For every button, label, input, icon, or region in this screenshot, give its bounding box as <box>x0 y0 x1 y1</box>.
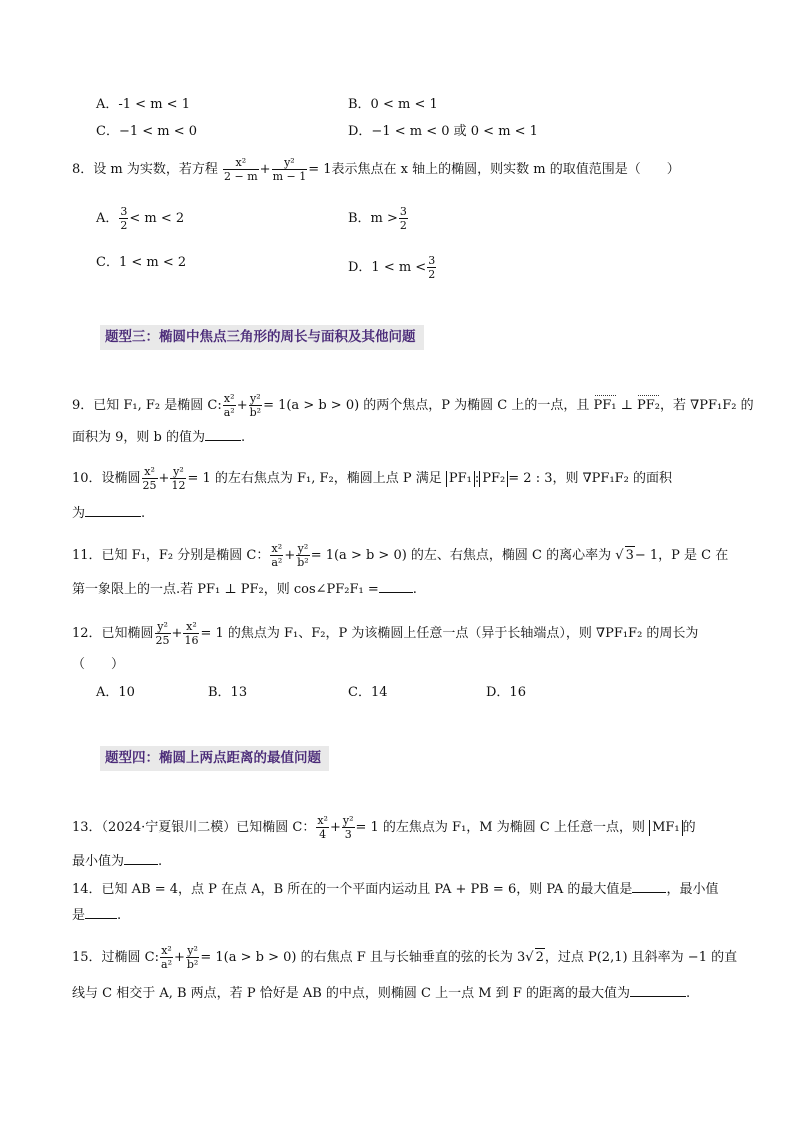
question-15-line2: 线与 C 相交于 A, B 两点，若 P 恰好是 AB 的中点，则椭圆 C 上一点 M 到 F 的距离的最大值为 . <box>72 986 691 1001</box>
question-11-line2: 第一象限上的一点.若 PF₁ ⊥ PF₂，则 cos∠PF₂F₁ = . <box>72 582 417 597</box>
fraction: $\frac{\text{x²}}{2 - m}$ <box>224 156 258 183</box>
question-10-line2: 为 . <box>72 506 146 521</box>
answer-blank[interactable] <box>205 428 241 441</box>
answer-blank[interactable] <box>632 880 666 893</box>
q12-option-c: C．14 <box>348 685 388 700</box>
vector-pf2: PF₂ <box>637 398 661 413</box>
fraction: $\frac{\text{y²}}{m - 1}$ <box>272 156 307 183</box>
question-11: 11．已知 F₁，F₂ 分别是椭圆 C： $\frac{\text{x²}}{\text{a²}}$ + $\frac{\text{y²}}{\text{b²}}$ = 1(a > b > 0) 的左、右焦点，椭圆 C 的离心率为 √ 3− 1，P 是 C 在 <box>72 542 729 569</box>
q12-option-b: B．13 <box>208 685 248 700</box>
sqrt-2: 2 <box>535 950 544 965</box>
abs-pf1: PF₁ <box>446 471 475 487</box>
question-12: 12．已知椭圆 $\frac{\text{y²}}{25}$ + $\frac{\text{x²}}{16}$ = 1 的焦点为 F₁、F₂，P 为该椭圆上任意一点（异于长轴端点），则 ∇PF₁F₂ 的周长为 <box>72 620 699 647</box>
abs-pf2: PF₂ <box>479 471 508 487</box>
vector-pf1: PF₁ <box>593 398 617 413</box>
question-12-paren: （ ） <box>72 657 125 672</box>
question-8: 8．设 m 为实数，若方程 $\frac{\text{x²}}{2 - m}$ + $\frac{\text{y²}}{m - 1}$ = 1表示焦点在 x 轴上的椭圆，则实数 m 的取值范围是（ ） <box>72 156 680 183</box>
answer-blank[interactable] <box>124 852 158 865</box>
question-10: 10．设椭圆 $\frac{\text{x²}}{25}$ + $\frac{\text{y²}}{12}$ = 1 的左右焦点为 F₁, F₂，椭圆上点 P 满足 PF₁ : PF₂ = 2 : 3，则 ∇PF₁F₂ 的面积 <box>72 465 673 492</box>
answer-blank[interactable] <box>85 906 117 919</box>
answer-blank[interactable] <box>630 984 686 997</box>
q8-option-c: C．1 < m < 2 <box>96 255 187 270</box>
section-header-4: 题型四：椭圆上两点距离的最值问题 <box>100 746 329 771</box>
question-14: 14．已知 AB = 4，点 P 在点 A，B 所在的一个平面内运动且 PA + PB = 6，则 PA 的最大值是 ，最小值 <box>72 882 719 897</box>
q8-option-a: A． $\frac{3}{2}$ < m < 2 <box>96 205 185 232</box>
abs-mf1: MF₁ <box>649 820 683 836</box>
question-9: 9．已知 F₁, F₂ 是椭圆 C: $\frac{\text{x²}}{\text{a²}}$ + $\frac{\text{y²}}{\text{b²}}$ = 1(a > b > 0) 的两个焦点，P 为椭圆 C 上的一点，且 PF₁ ⊥ PF₂，若 ∇PF₁F₂ 的 <box>72 392 754 419</box>
q7-option-d: D．−1 < m < 0 或 0 < m < 1 <box>348 124 538 139</box>
question-14-line2: 是 . <box>72 908 122 923</box>
answer-blank[interactable] <box>379 580 413 593</box>
question-13-line2: 最小值为 . <box>72 854 163 869</box>
sqrt-3: 3 <box>625 548 634 563</box>
q7-option-c: C．−1 < m < 0 <box>96 124 198 139</box>
q7-option-b: B．0 < m < 1 <box>348 97 438 112</box>
q8-option-d: D．1 < m < $\frac{3}{2}$ <box>348 254 436 281</box>
q8-option-b: B．m > $\frac{3}{2}$ <box>348 205 407 232</box>
q7-option-a: A．-1 < m < 1 <box>96 97 190 112</box>
question-15: 15．过椭圆 C: $\frac{\text{x²}}{\text{a²}}$ + $\frac{\text{y²}}{\text{b²}}$ = 1(a > b > 0) 的右焦点 F 且与长轴垂直的弦的长为 3√ 2，过点 P(2,1) 且斜率为 −1 的直 <box>72 944 738 971</box>
section-header-3: 题型三：椭圆中焦点三角形的周长与面积及其他问题 <box>100 325 424 350</box>
q12-option-a: A．10 <box>96 685 135 700</box>
q12-option-d: D．16 <box>486 685 526 700</box>
q8-stem-end: 表示焦点在 x 轴上的椭圆，则实数 m 的取值范围是（ ） <box>331 162 680 177</box>
answer-blank[interactable] <box>85 504 141 517</box>
question-13: 13．（2024·宁夏银川二模）已知椭圆 C： $\frac{\text{x²}}{4}$ + $\frac{\text{y²}}{3}$ = 1 的左焦点为 F₁，M 为椭圆 C 上任意一点，则 MF₁ 的 <box>72 814 696 841</box>
q8-stem: 8．设 m 为实数，若方程 <box>72 162 218 177</box>
question-9-line2: 面积为 9，则 b 的值为 . <box>72 430 246 445</box>
